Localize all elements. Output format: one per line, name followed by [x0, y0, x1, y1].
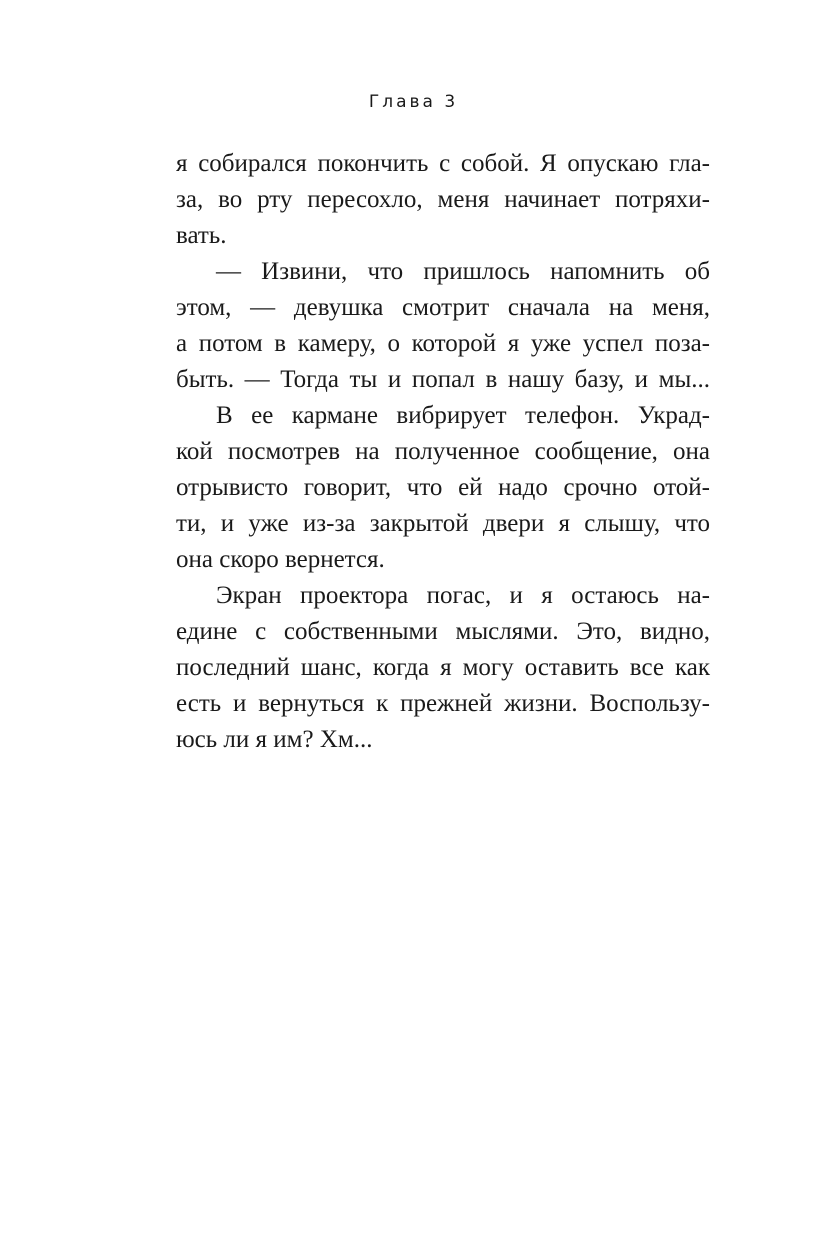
text-line: последний шанс, когда я могу оставить все как [176, 654, 710, 681]
text-line: она скоро вернется. [176, 546, 385, 573]
text-line: — Извини, что пришлось напомнить об [216, 258, 710, 285]
text-line: юсь ли я им? Хм... [176, 726, 373, 753]
text-line: отрывисто говорит, что ей надо срочно отой- [176, 474, 710, 501]
text-line: есть и вернуться к прежней жизни. Воспользу- [176, 690, 710, 717]
text-line: едине с собственными мыслями. Это, видно, [176, 618, 710, 645]
body-text [176, 146, 710, 758]
text-line: ти, и уже из-за закрытой двери я слышу, что [176, 510, 710, 537]
text-line: вать. [176, 222, 227, 249]
text-line: быть. — Тогда ты и попал в нашу базу, и мы... [176, 366, 710, 393]
text-line: Экран проектора погас, и я остаюсь на- [216, 582, 710, 609]
text-line: В ее кармане вибрирует телефон. Украд- [216, 402, 710, 429]
text-line: я собирался покончить с собой. Я опускаю гла- [176, 150, 710, 177]
running-head: Глава 3 [368, 92, 459, 112]
text-line: этом, — девушка смотрит сначала на меня, [176, 294, 710, 321]
text-line: кой посмотрев на полученное сообщение, она [176, 438, 710, 465]
text-line: за, во рту пересохло, меня начинает потряхи- [176, 186, 710, 213]
text-line: а потом в камеру, о которой я уже успел поза- [176, 330, 710, 357]
